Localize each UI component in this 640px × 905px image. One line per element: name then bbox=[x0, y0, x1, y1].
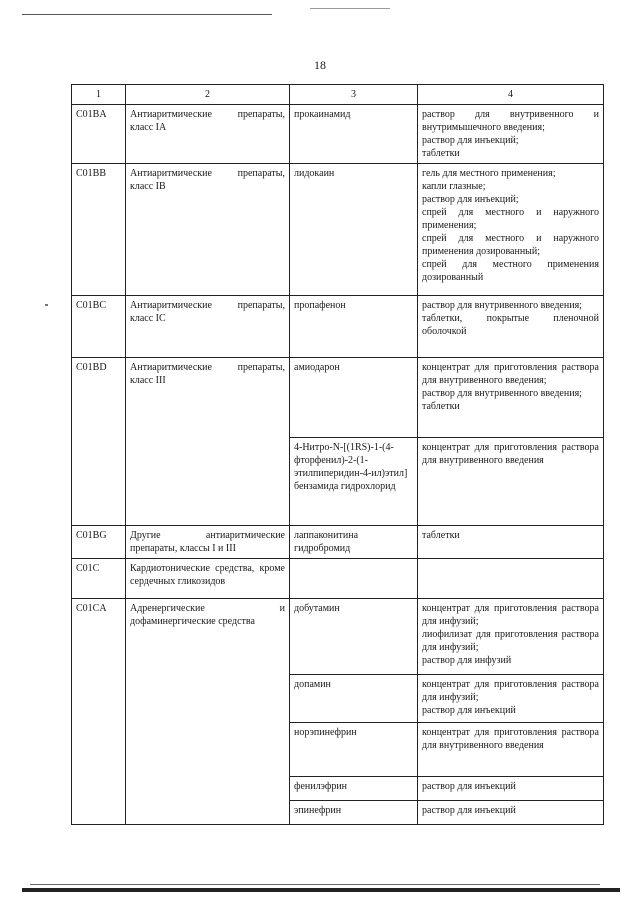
column-header: 4 bbox=[418, 85, 604, 105]
atc-code-cell: C01C bbox=[72, 559, 126, 599]
dosage-forms-cell bbox=[418, 526, 604, 559]
dosage-forms-cell bbox=[418, 296, 604, 358]
drug-name-cell: эпинефрин bbox=[290, 801, 418, 825]
table-row bbox=[72, 105, 604, 164]
dosage-form-item: раствор для внутривенного и внутримышечного введения; bbox=[422, 109, 599, 133]
drug-group-cell: Антиаритмические препараты, класс IA bbox=[126, 105, 290, 164]
dosage-form-item: концентрат для приготовления раствора для инфузий; bbox=[422, 603, 599, 627]
dosage-forms-cell bbox=[418, 599, 604, 675]
table-row bbox=[72, 559, 604, 599]
dosage-form-item: капли глазные; bbox=[422, 181, 486, 192]
page-number: 18 bbox=[314, 58, 326, 72]
drug-group-cell: Кардиотонические средства, кроме сердечных гликозидов bbox=[126, 559, 290, 599]
drug-name-cell: прокаинамид bbox=[290, 105, 418, 164]
atc-code-cell: C01BB bbox=[72, 164, 126, 296]
drug-name-cell: допамин bbox=[290, 675, 418, 723]
dosage-form-item: таблетки bbox=[422, 401, 460, 412]
column-header: 3 bbox=[290, 85, 418, 105]
dosage-form-item: раствор для инъекций; bbox=[422, 194, 519, 205]
dosage-form-item: концентрат для приготовления раствора для внутривенного введения; bbox=[422, 362, 599, 386]
dosage-form-item: раствор для внутривенного введения; bbox=[422, 300, 582, 311]
dosage-form-item: спрей для местного и наружного применения дозированный; bbox=[422, 233, 599, 257]
dosage-forms-cell bbox=[418, 801, 604, 825]
dosage-form-item: таблетки, покрытые пленочной оболочкой bbox=[422, 313, 599, 337]
dosage-forms-cell bbox=[418, 777, 604, 801]
drug-name-cell bbox=[290, 559, 418, 599]
column-header: 1 bbox=[72, 85, 126, 105]
drug-name-cell: норэпинефрин bbox=[290, 723, 418, 777]
atc-code-cell: C01BC bbox=[72, 296, 126, 358]
dosage-form-item: лиофилизат для приготовления раствора для инфузий; bbox=[422, 629, 599, 653]
table-row bbox=[72, 526, 604, 559]
table-header-row bbox=[72, 85, 604, 105]
dosage-form-item: гель для местного применения; bbox=[422, 168, 556, 179]
scan-artifact-top-left bbox=[22, 14, 272, 15]
scan-artifact-bottom-bar bbox=[22, 888, 620, 892]
dosage-form-item: таблетки bbox=[422, 530, 460, 541]
dosage-form-item: раствор для инъекций bbox=[422, 705, 516, 716]
dosage-form-item: раствор для инъекций; bbox=[422, 135, 519, 146]
dosage-forms-cell bbox=[418, 164, 604, 296]
dosage-form-item: таблетки bbox=[422, 148, 460, 159]
table-body bbox=[72, 105, 604, 825]
dosage-forms-cell bbox=[418, 105, 604, 164]
scan-artifact-top-right bbox=[310, 8, 390, 9]
atc-code-cell: C01CA bbox=[72, 599, 126, 825]
table-row bbox=[72, 358, 604, 438]
dosage-form-item: концентрат для приготовления раствора для внутривенного введения bbox=[422, 442, 599, 466]
dosage-forms-cell bbox=[418, 559, 604, 599]
drug-name-cell: пропафенон bbox=[290, 296, 418, 358]
dosage-forms-cell bbox=[418, 438, 604, 526]
dosage-form-item: концентрат для приготовления раствора для внутривенного введения bbox=[422, 727, 599, 751]
medication-table bbox=[71, 84, 604, 825]
column-header: 2 bbox=[126, 85, 290, 105]
scan-artifact-dot bbox=[45, 304, 48, 306]
dosage-forms-cell bbox=[418, 723, 604, 777]
drug-name-cell: 4-Нитро-N-[(1RS)-1-(4-фторфенил)-2-(1-этилпиперидин-4-ил)этил] бензамида гидрохлорид bbox=[290, 438, 418, 526]
drug-name-cell: добутамин bbox=[290, 599, 418, 675]
dosage-form-item: раствор для внутривенного введения; bbox=[422, 388, 582, 399]
dosage-form-item: раствор для инъекций bbox=[422, 781, 516, 792]
drug-group-cell: Антиаритмические препараты, класс III bbox=[126, 358, 290, 526]
atc-code-cell: C01BA bbox=[72, 105, 126, 164]
atc-code-cell: C01BD bbox=[72, 358, 126, 526]
atc-code-cell: C01BG bbox=[72, 526, 126, 559]
dosage-form-item: концентрат для приготовления раствора для инфузий; bbox=[422, 679, 599, 703]
dosage-form-item: раствор для инфузий bbox=[422, 655, 512, 666]
drug-group-cell: Адренергические и дофаминергические средства bbox=[126, 599, 290, 825]
drug-name-cell: фенилэфрин bbox=[290, 777, 418, 801]
dosage-forms-cell bbox=[418, 358, 604, 438]
drug-name-cell: лаппаконитина гидробромид bbox=[290, 526, 418, 559]
table-row bbox=[72, 599, 604, 675]
drug-name-cell: лидокаин bbox=[290, 164, 418, 296]
table-row bbox=[72, 164, 604, 296]
drug-name-cell: амиодарон bbox=[290, 358, 418, 438]
dosage-forms-cell bbox=[418, 675, 604, 723]
table-row bbox=[72, 296, 604, 358]
drug-group-cell: Другие антиаритмические препараты, классы I и III bbox=[126, 526, 290, 559]
drug-group-cell: Антиаритмические препараты, класс IB bbox=[126, 164, 290, 296]
dosage-form-item: спрей для местного и наружного применения; bbox=[422, 207, 599, 231]
scan-artifact-bottom-line bbox=[30, 884, 600, 885]
drug-group-cell: Антиаритмические препараты, класс IC bbox=[126, 296, 290, 358]
dosage-form-item: раствор для инъекций bbox=[422, 805, 516, 816]
dosage-form-item: спрей для местного применения дозированный bbox=[422, 259, 599, 283]
